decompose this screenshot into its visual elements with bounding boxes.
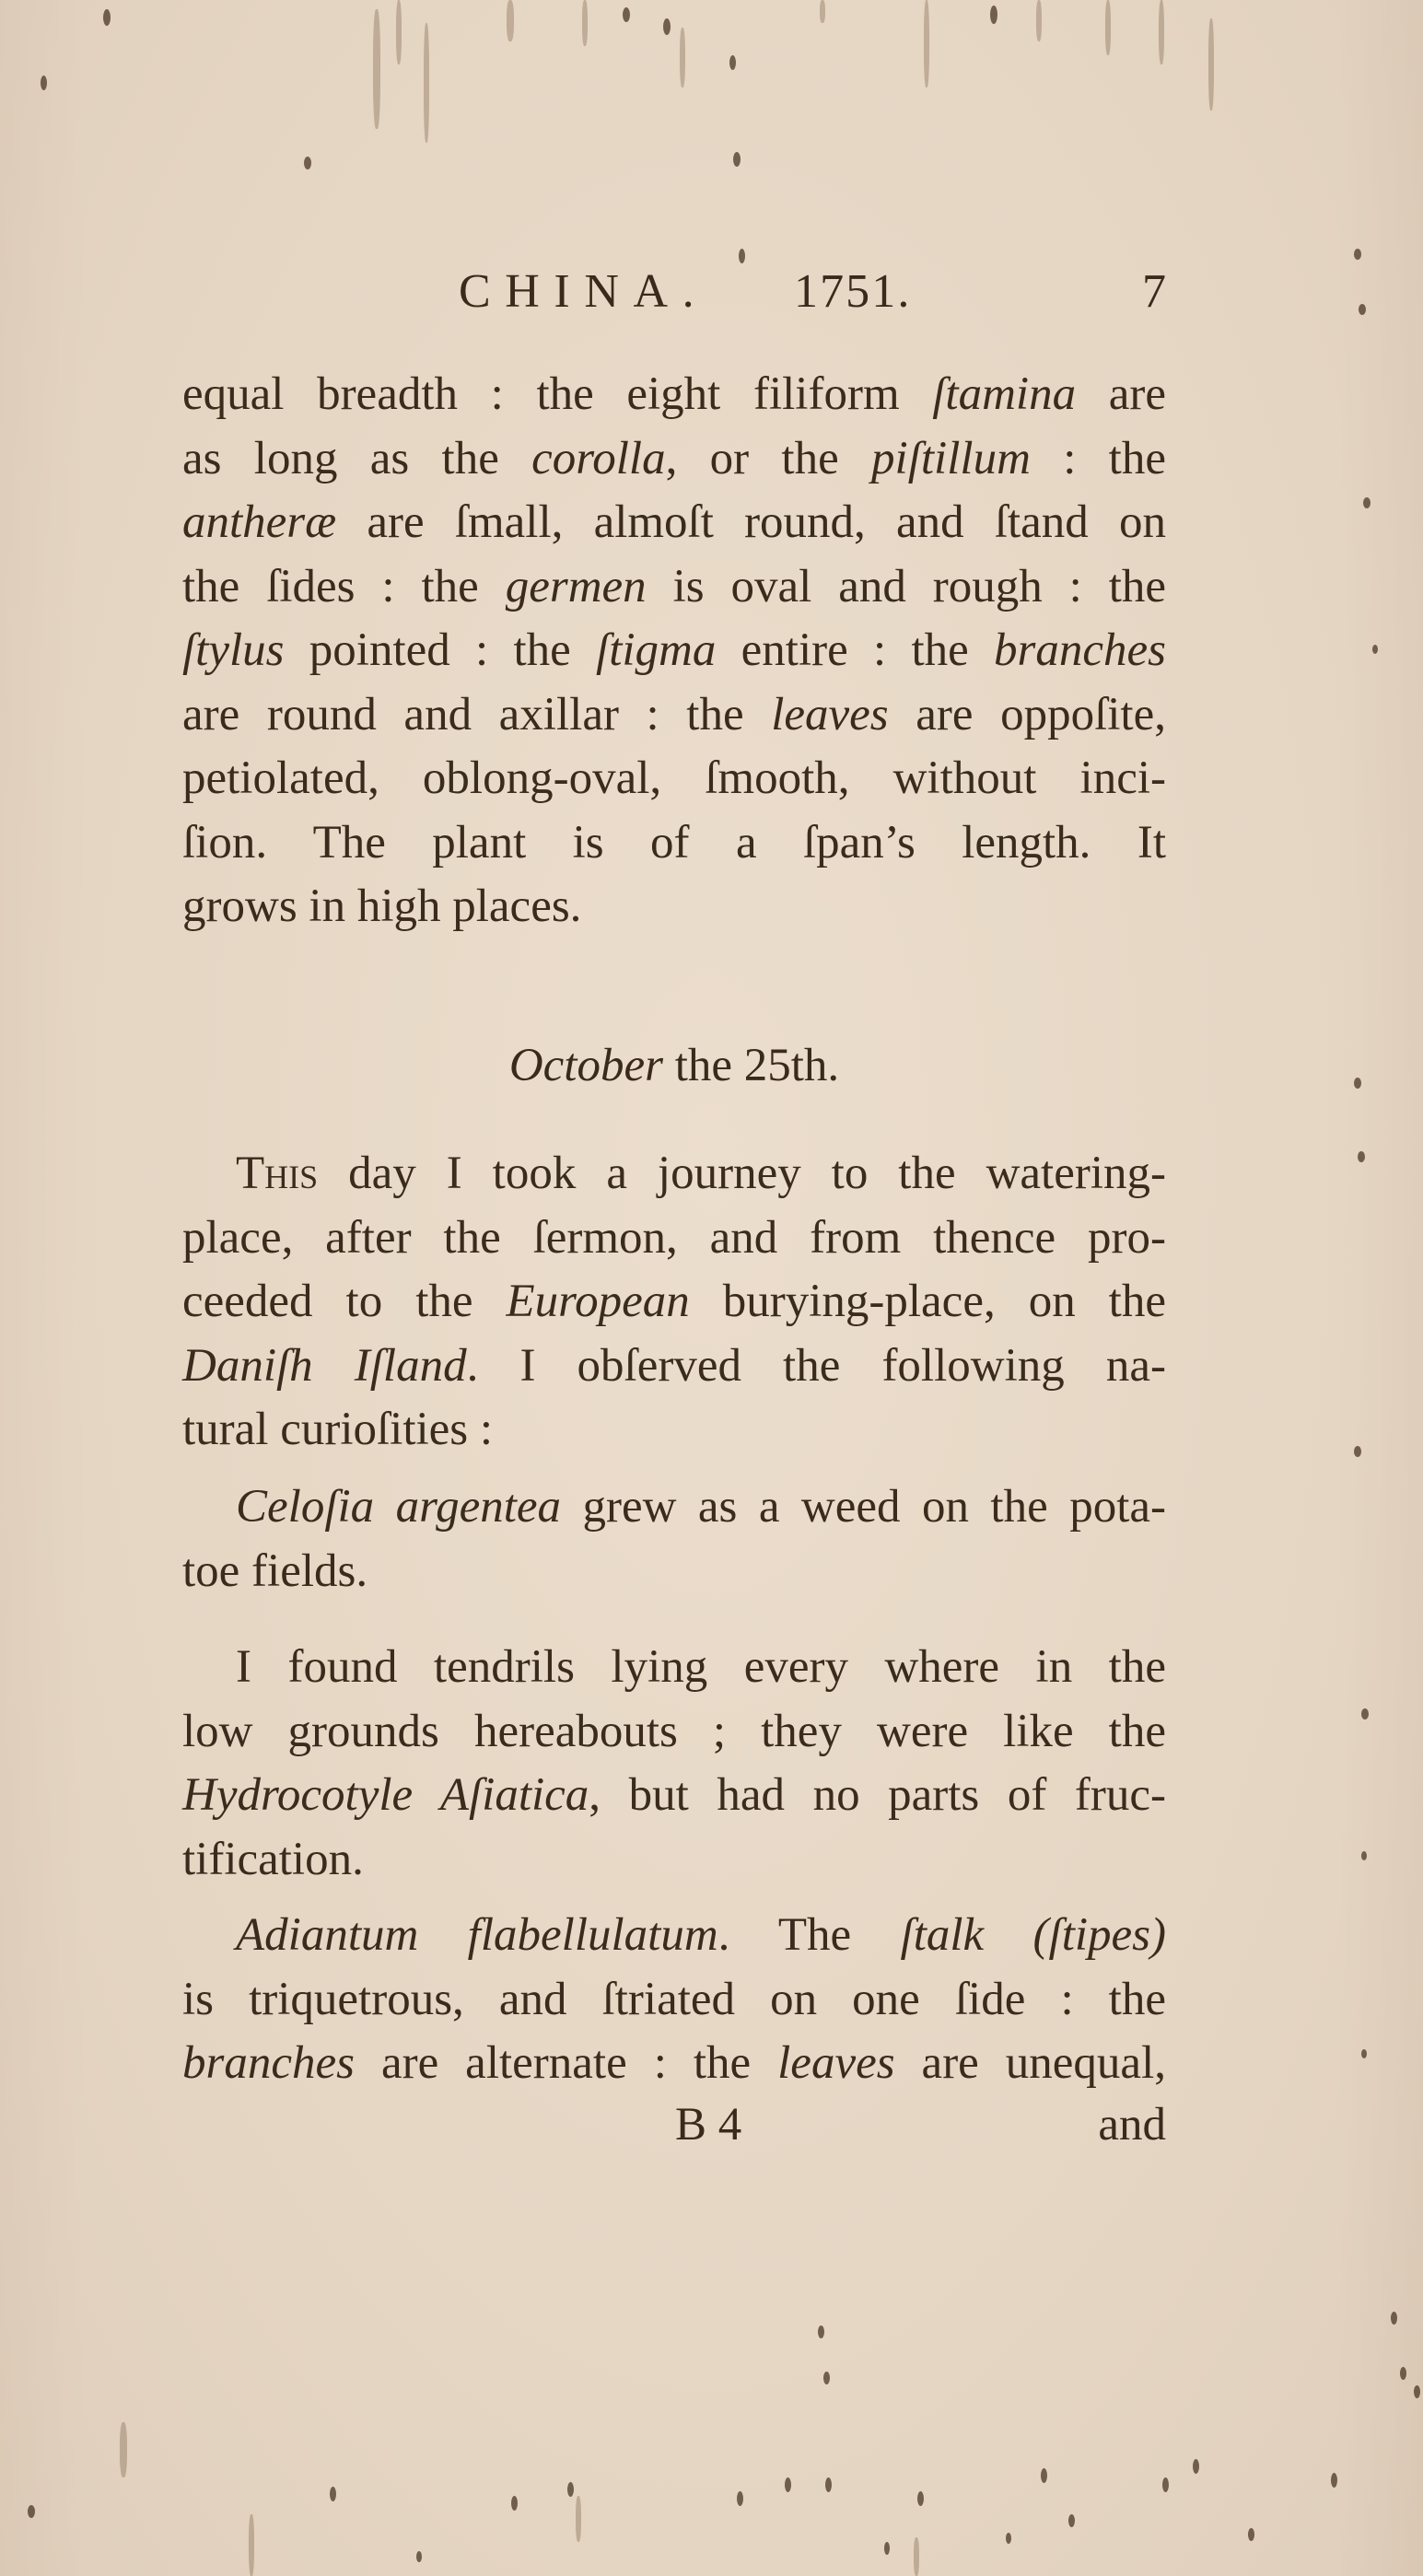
text-line: ſtylus pointed : the ſtigma entire : the branches [182, 624, 1166, 676]
wormhole-mark [1193, 2459, 1199, 2474]
wormhole-mark [416, 2551, 422, 2562]
wormhole-mark [1361, 2049, 1367, 2058]
wormhole-mark [917, 2491, 924, 2506]
text-line: as long as the corolla, or the piſtillum : the [182, 432, 1166, 484]
italic-term: Hydrocotyle Aſiatica [182, 1769, 589, 1821]
wormhole-mark [1068, 2514, 1075, 2527]
wormhole-mark [1359, 304, 1366, 315]
paragraph-tendrils [182, 1636, 1166, 1892]
wormhole-channel [424, 23, 429, 143]
date-heading [182, 1033, 1166, 1098]
wormhole-mark [818, 2325, 824, 2338]
text-line: grows in high places. [182, 880, 582, 932]
date-heading-month: October [508, 1040, 663, 1091]
text-line: toe fields. [182, 1544, 368, 1597]
running-head [181, 260, 1166, 324]
italic-term: ſtigma [596, 624, 717, 676]
italic-term: Adiantum flabellulatum [236, 1909, 718, 1961]
text-line: antheræ are ſmall, almoſt round, and ſtand on [182, 496, 1166, 548]
catchword: and [1098, 2099, 1166, 2151]
text-line: branches are alternate : the leaves are unequal, [182, 2037, 1166, 2089]
italic-term: Celoſia argentea [236, 1481, 562, 1533]
running-title: CHINA. [459, 265, 709, 318]
text-line: This day I took a journey to the watering- [236, 1148, 1166, 1199]
text-line: place, after the ſermon, and from thence pro- [182, 1211, 1166, 1264]
wormhole-mark [733, 152, 741, 167]
wormhole-mark [41, 76, 47, 90]
wormhole-mark [1372, 645, 1378, 654]
small-caps-lead: This [236, 1148, 319, 1199]
wormhole-mark [1006, 2533, 1011, 2544]
wormhole-channel [680, 28, 685, 87]
wormhole-mark [1414, 2385, 1420, 2398]
italic-term: branches [994, 624, 1166, 676]
italic-term: ſtalk (ſtipes) [900, 1909, 1166, 1961]
wormhole-channel [582, 0, 588, 46]
italic-term: branches [182, 2037, 355, 2089]
running-year: 1751. [794, 265, 912, 318]
text-line: tural curioſities : [182, 1404, 494, 1455]
wormhole-mark [1358, 1151, 1365, 1162]
wormhole-channel [249, 2514, 254, 2576]
wormhole-mark [567, 2482, 574, 2497]
paragraph-celosia [182, 1475, 1166, 1603]
wormhole-mark [511, 2496, 518, 2511]
wormhole-channel [576, 2496, 581, 2542]
wormhole-mark [825, 2477, 832, 2492]
italic-term: European [506, 1276, 690, 1327]
wormhole-mark [1162, 2477, 1169, 2492]
text-line: I found tendrils lying every where in the [236, 1641, 1166, 1693]
wormhole-mark [1248, 2528, 1254, 2541]
wormhole-mark [623, 7, 630, 22]
text-line: tification. [182, 1833, 364, 1885]
text-line: Hydrocotyle Aſiatica, but had no parts of fruc- [182, 1769, 1167, 1821]
wormhole-channel [1159, 0, 1164, 64]
signature-mark: B 4 [675, 2099, 742, 2151]
wormhole-channel [914, 2537, 919, 2576]
wormhole-channel [1036, 0, 1042, 41]
italic-term: germen [505, 560, 647, 612]
wormhole-mark [1361, 1708, 1369, 1719]
text-line: the ſides : the germen is oval and rough : the [182, 560, 1166, 612]
date-heading-rest: the 25th. [662, 1040, 840, 1091]
text-line: Adiantum flabellulatum. The ſtalk (ſtipes) [236, 1909, 1166, 1961]
text-line: ceeded to the European burying-place, on the [182, 1276, 1166, 1327]
wormhole-mark [990, 6, 997, 24]
wormhole-mark [1354, 1446, 1361, 1457]
wormhole-mark [1361, 1851, 1367, 1860]
italic-term: ſtylus [182, 624, 285, 676]
wormhole-mark [729, 55, 736, 70]
italic-term: antheræ [182, 496, 337, 548]
wormhole-channel [820, 0, 825, 23]
italic-term: Daniſh Iſland [182, 1339, 467, 1392]
wormhole-mark [737, 2491, 743, 2506]
wormhole-channel [1208, 18, 1214, 111]
wormhole-mark [1331, 2473, 1337, 2488]
wormhole-mark [1400, 2367, 1406, 2380]
text-line: is triquetrous, and ſtriated on one ſide : the [182, 1973, 1166, 2025]
wormhole-channel [120, 2422, 127, 2477]
wormhole-mark [1363, 497, 1371, 508]
wormhole-mark [28, 2505, 35, 2518]
paragraph-adiantum [182, 1904, 1166, 2096]
italic-term: piſtillum [871, 432, 1031, 484]
page-footer [182, 2092, 1166, 2157]
text-line: ſion. The plant is of a ſpan’s length. It [182, 816, 1166, 868]
wormhole-mark [1391, 2312, 1397, 2325]
italic-term: leaves [771, 688, 889, 740]
wormhole-channel [1105, 0, 1111, 55]
text-line: low grounds hereabouts ; they were like the [182, 1705, 1166, 1757]
paragraph-journey [182, 1142, 1166, 1463]
text-line: Celoſia argentea grew as a weed on the pota- [236, 1481, 1166, 1533]
text-line: Daniſh Iſland. I obſerved the following na- [182, 1339, 1166, 1392]
wormhole-mark [663, 18, 671, 35]
text-line: equal breadth : the eight filiform ſtamina are [182, 368, 1166, 420]
paragraph-flower-description [182, 363, 1166, 939]
wormhole-channel [396, 0, 402, 64]
wormhole-channel [924, 0, 929, 87]
wormhole-mark [1354, 249, 1361, 260]
page-number: 7 [1142, 265, 1166, 318]
wormhole-mark [1041, 2468, 1047, 2483]
wormhole-mark [785, 2477, 791, 2492]
wormhole-mark [823, 2372, 830, 2384]
wormhole-channel [507, 0, 514, 41]
italic-term: ſtamina [932, 368, 1077, 420]
text-line: are round and axillar : the leaves are oppoſite, [182, 688, 1166, 740]
text-line: petiolated, oblong-oval, ſmooth, without inci- [182, 752, 1166, 804]
italic-term: leaves [777, 2037, 895, 2089]
wormhole-mark [330, 2487, 336, 2501]
italic-term: corolla [531, 432, 666, 484]
wormhole-channel [373, 9, 380, 129]
wormhole-mark [103, 9, 111, 26]
wormhole-mark [304, 157, 311, 169]
wormhole-mark [884, 2542, 890, 2555]
wormhole-mark [1354, 1078, 1361, 1089]
